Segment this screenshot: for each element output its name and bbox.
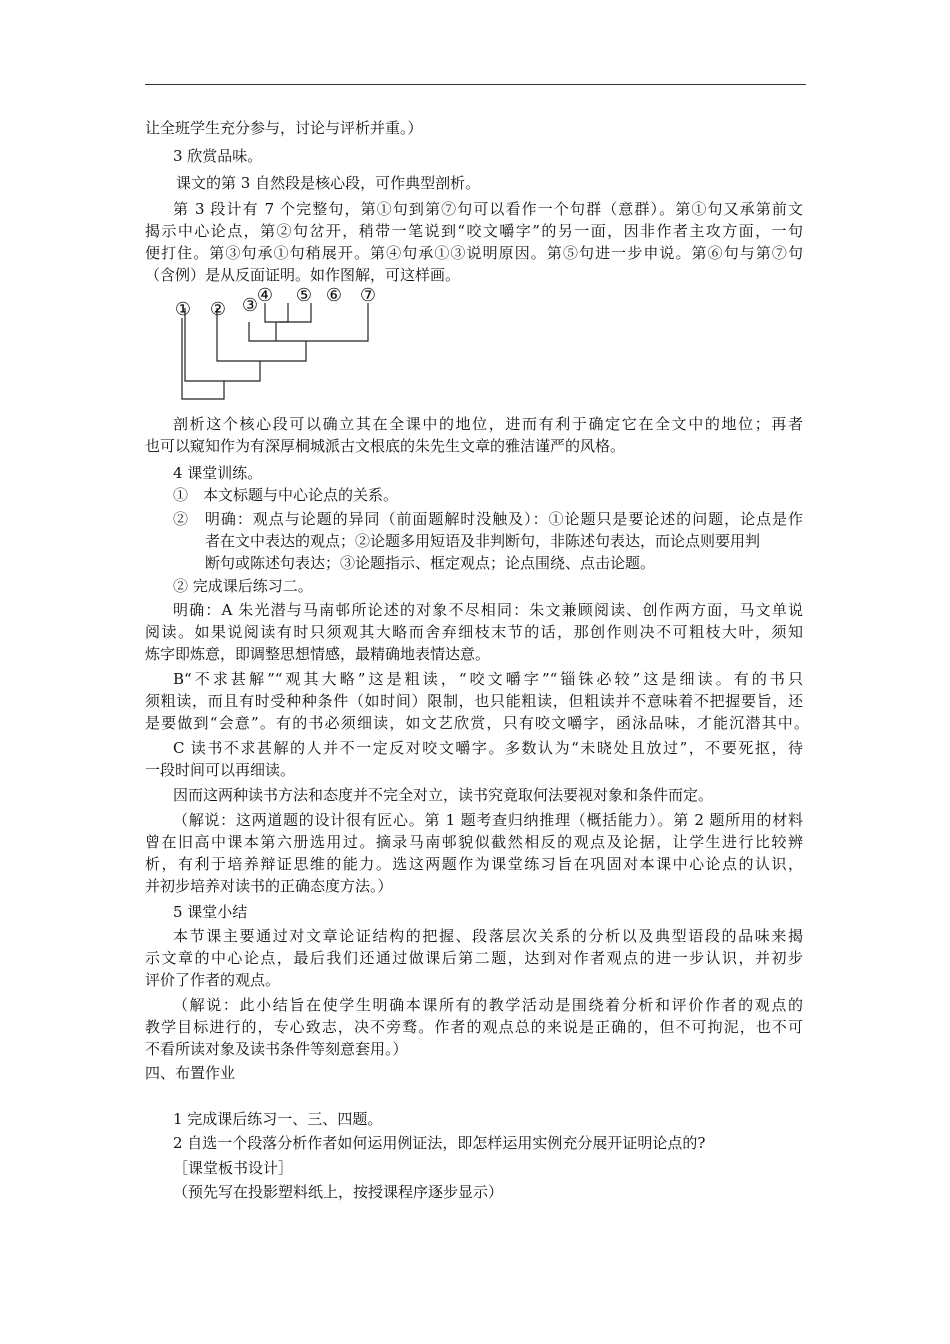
text-line: ② 完成课后练习二。 [173,577,313,595]
diagram-label-3: ③ [241,295,259,316]
text-line: 便打住。第③句承①句稍展开。第④句承①③说明原因。第⑤句进一步申说。第⑥句与第⑦句 [145,244,803,262]
header-rule [145,84,806,85]
text-line: B“不求甚解”“观其大略”这是粗读，“咬文嚼字”“锱铢必较”这是细读。有的书只 [173,670,803,688]
bracket-3 [217,308,306,361]
text-line: 4 课堂训练。 [173,464,263,482]
sentence-structure-diagram [170,283,410,407]
diagram-label-2: ② [209,299,227,320]
text-line: 让全班学生充分参与，讨论与评析并重。） [145,119,423,137]
text-line: 示文章的中心论点，最后我们还通过做课后第二题，达到对作者观点的进一步认识，并初步 [145,949,803,967]
bracket-1 [182,318,224,399]
text-line: ① 本文标题与中心论点的关系。 [173,486,399,504]
text-line: 5 课堂小结 [173,903,248,921]
diagram-label-7: ⑦ [359,285,377,306]
text-line: 评价了作者的观点。 [145,971,281,989]
text-line: ［课堂板书设计］ [173,1159,294,1177]
text-line: 析，有利于培养辩证思维的能力。选这两题作为课堂练习旨在巩固对本课中心论点的认识， [145,855,803,873]
text-line: （含例）是从反面证明。如作图解，可这样画。 [145,266,461,284]
text-line: （预先写在投影塑料纸上，按授课程序逐步显示） [173,1183,504,1201]
text-line: 一段时间可以再细读。 [145,761,296,779]
text-line: 不看所读对象及读书条件等刻意套用。） [145,1040,408,1058]
diagram-label-6: ⑥ [325,285,343,306]
text-line: 课文的第 3 自然段是核心段，可作典型剖析。 [176,174,481,192]
text-line: 2 自选一个段落分析作者如何运用例证法，即怎样运用实例充分展开证明论点的? [173,1134,706,1152]
text-line: 教学目标进行的，专心致志，决不旁骛。作者的观点总的来说是正确的，但不可拘泥，也不可 [145,1018,803,1036]
section-heading: 四、布置作业 [145,1064,236,1082]
bracket-45-6 [276,303,311,341]
text-line: 阅读。如果说阅读有时只须观其大略而舍弃细枝末节的话，那创作则决不可粗枝大叶，须知 [145,623,803,641]
diagram-label-1: ① [174,299,192,320]
text-line: 明确：A 朱光潜与马南邨所论述的对象不尽相同：朱文兼顾阅读、创作两方面，马文单说 [173,601,803,619]
text-line: ② 明确：观点与论题的异同（前面题解时没触及）：①论题只是要论述的问题，论点是作 [173,510,803,528]
text-line: 者在文中表达的观点；②论题多用短语及非判断句，非陈述句表达，而论点则要用判 [205,532,761,550]
text-line: 1 完成课后练习一、三、四题。 [173,1110,383,1128]
diagram-label-4: ④ [256,285,274,306]
text-line: 也可以窥知作为有深厚桐城派古文根底的朱先生文章的雅洁谨严的风格。 [145,437,626,455]
text-line: 揭示中心论点，第②句岔开，稍带一笔说到“咬文嚼字”的另一面，因非作者主攻方面，一句 [145,222,803,240]
text-line: C 读书不求甚解的人并不一定反对咬文嚼字。多数认为“未晓处且放过”，不要死抠，待 [173,739,803,757]
text-line: 曾在旧高中课本第六册选用过。摘录马南邨貌似截然相反的观点及论据，让学生进行比较辨 [145,833,803,851]
text-line: 剖析这个核心段可以确立其在全课中的地位，进而有利于确定它在全文中的地位；再者 [173,415,803,433]
text-line: （解说：此小结旨在使学生明确本课所有的教学活动是围绕着分析和评价作者的观点的 [173,996,803,1014]
text-line: 断句或陈述句表达；③论题指示、框定观点；论点围绕、点击论题。 [205,554,656,572]
diagram-label-5: ⑤ [295,285,313,306]
text-line: 3 欣赏品味。 [173,147,263,165]
text-line: 须粗读，而且有时受种种条件（如时间）限制，也只能粗读，但粗读并不意味着不把握要旨，还 [145,692,803,710]
text-line: （解说：这两道题的设计很有匠心。第 1 题考查归纳推理（概括能力）。第 2 题所用的材料 [173,811,803,829]
text-line: 并初步培养对读书的正确态度方法。） [145,877,393,895]
text-line: 炼字即炼意，即调整思想情感，最精确地表情达意。 [145,645,491,663]
text-line: 是要做到“会意”。有的书必须细读，如文艺欣赏，只有咬文嚼字，函泳品味，才能沉潜其中。 [145,714,809,732]
text-line: 本节课主要通过对文章论证结构的把握、段落层次关系的分析以及典型语段的品味来揭 [173,927,803,945]
text-line: 因而这两种读书方法和态度并不完全对立，读书究竟取何法要视对象和条件而定。 [173,786,714,804]
text-line: 第 3 段计有 7 个完整句，第①句到第⑦句可以看作一个句群（意群）。第①句又承第前文 [173,200,803,218]
